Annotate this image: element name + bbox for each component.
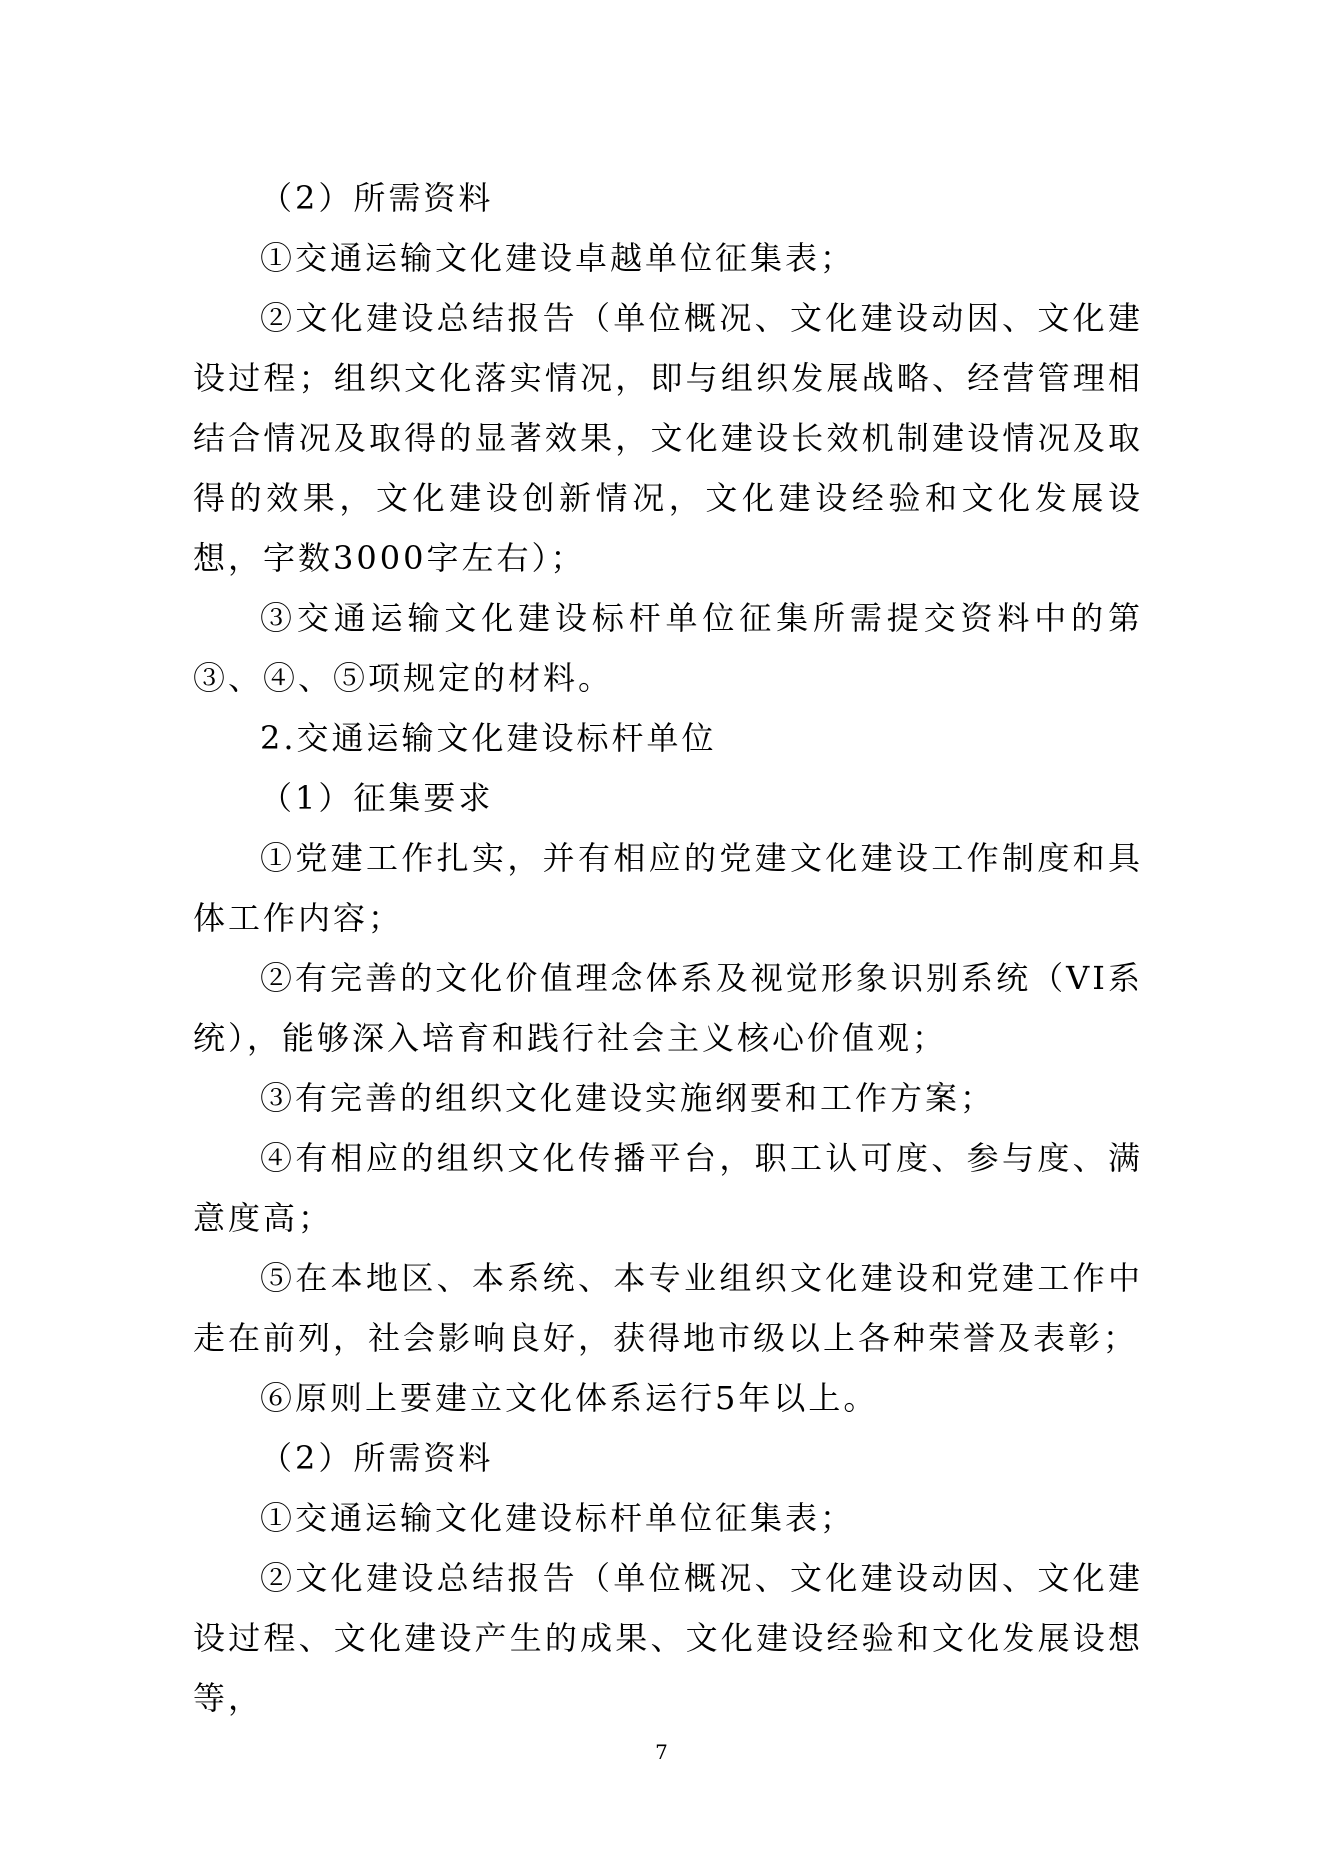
list-item: ②文化建设总结报告（单位概况、文化建设动因、文化建设过程、文化建设产生的成果、文化建设经验和文化发展设想等， [193,1559,1143,1717]
list-item: ③交通运输文化建设标杆单位征集所需提交资料中的第③、④、⑤项规定的材料。 [193,599,1143,697]
list-item: ①交通运输文化建设标杆单位征集表； [260,1499,856,1537]
list-item: ⑥原则上要建立文化体系运行5年以上。 [260,1379,879,1417]
list-item: ①交通运输文化建设卓越单位征集表； [260,239,856,277]
page-number: 7 [655,1740,668,1764]
list-item: ⑤在本地区、本系统、本专业组织文化建设和党建工作中走在前列，社会影响良好，获得地市级以上各种荣誉及表彰； [193,1259,1143,1357]
list-item: ①党建工作扎实，并有相应的党建文化建设工作制度和具体工作内容； [193,839,1143,937]
list-item: ②有完善的文化价值理念体系及视觉形象识别系统（VI系统），能够深入培育和践行社会主义核心价值观； [193,959,1143,1057]
list-item: ④有相应的组织文化传播平台，职工认可度、参与度、满意度高； [193,1139,1143,1237]
subheading-required-materials: （2）所需资料 [260,179,494,217]
subheading-required-materials: （2）所需资料 [260,1439,494,1477]
document-body [193,168,1143,1728]
list-item: ②文化建设总结报告（单位概况、文化建设动因、文化建设过程；组织文化落实情况，即与组织发展战略、经营管理相结合情况及取得的显著效果，文化建设长效机制建设情况及取得的效果，文化建设创新情况，文化建设经验和文化发展设想，字数3000字左右）； [193,299,1143,577]
subheading-requirements: （1）征集要求 [260,779,494,817]
section-heading-benchmark-unit: 2.交通运输文化建设标杆单位 [260,719,717,757]
list-item: ③有完善的组织文化建设实施纲要和工作方案； [260,1079,996,1117]
